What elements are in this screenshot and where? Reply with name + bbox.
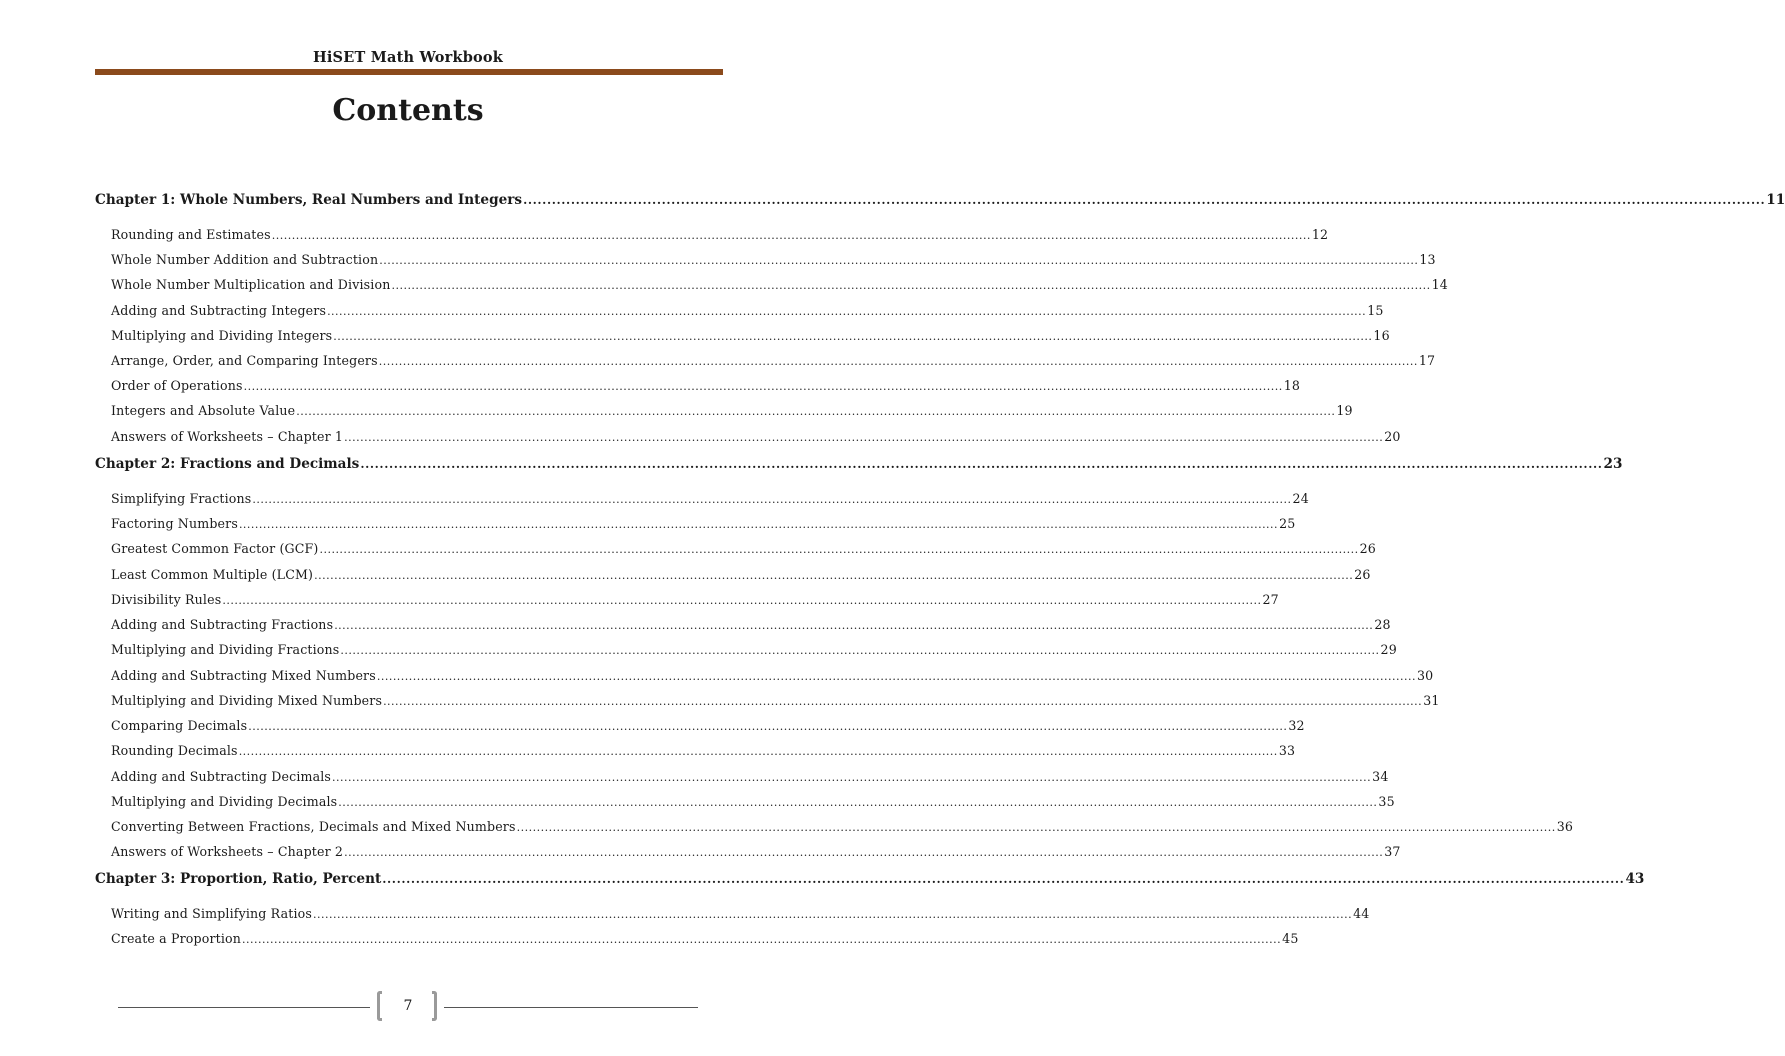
toc-entry [111, 819, 1574, 834]
dot-leader: .................................................................................................................................................................................................................................................................... [338, 796, 1378, 809]
toc-entry [111, 668, 1434, 683]
toc-entry [111, 252, 1436, 267]
toc-chapter [95, 456, 1623, 472]
dot-leader: .................................................................................................................................................................................................................................................................... [360, 457, 1603, 471]
toc-entry [111, 718, 1305, 733]
toc-label: Factoring Numbers [111, 516, 238, 531]
toc-page-number: 28 [1374, 617, 1391, 632]
dot-leader: .................................................................................................................................................................................................................................................................... [340, 644, 1380, 657]
toc-label: Adding and Subtracting Decimals [111, 769, 332, 784]
toc-label: Multiplying and Dividing Integers [111, 328, 333, 343]
toc-entry [111, 794, 1395, 809]
toc-page-number: 20 [1384, 429, 1401, 444]
toc-page-number: 17 [1418, 353, 1436, 368]
toc-label: Simplifying Fractions [111, 491, 252, 506]
toc-entry [111, 403, 1353, 418]
dot-leader: .................................................................................................................................................................................................................................................................... [376, 670, 1416, 683]
page-title: Contents [332, 93, 484, 128]
toc-page-number: 15 [1367, 303, 1384, 318]
toc-entry [111, 516, 1296, 531]
toc-entry [111, 378, 1301, 393]
toc-label: Answers of Worksheets – Chapter 2 [111, 844, 344, 859]
toc-page-number: 35 [1378, 794, 1395, 809]
toc-label: Comparing Decimals [111, 718, 248, 733]
dot-leader: .................................................................................................................................................................................................................................................................... [248, 720, 1288, 733]
dot-leader: .................................................................................................................................................................................................................................................................... [271, 229, 1311, 242]
toc-page-number: 26 [1359, 541, 1376, 556]
dot-leader: .................................................................................................................................................................................................................................................................... [379, 254, 1419, 267]
toc-label: Least Common Multiple (LCM) [111, 567, 314, 582]
toc-label: Chapter 1: Whole Numbers, Real Numbers and Integers [95, 192, 523, 208]
toc-label: Converting Between Fractions, Decimals and Mixed Numbers [111, 819, 516, 834]
toc-page-number: 29 [1380, 642, 1397, 657]
toc-entry [111, 592, 1279, 607]
toc-page-number: 45 [1282, 931, 1299, 946]
toc-chapter [95, 871, 1645, 887]
toc-label: Multiplying and Dividing Mixed Numbers [111, 693, 383, 708]
toc-label: Adding and Subtracting Mixed Numbers [111, 668, 376, 683]
toc-entry [111, 567, 1371, 582]
dot-leader: .................................................................................................................................................................................................................................................................... [378, 355, 1418, 368]
dot-leader: .................................................................................................................................................................................................................................................................... [222, 594, 1262, 607]
toc-entry [111, 769, 1389, 784]
toc-label: Rounding and Estimates [111, 227, 271, 242]
page-number: 7 [403, 998, 413, 1014]
toc-page-number: 26 [1354, 567, 1371, 582]
toc-page-number: 32 [1288, 718, 1305, 733]
toc-page-number: 34 [1372, 769, 1389, 784]
dot-leader: .................................................................................................................................................................................................................................................................... [252, 493, 1292, 506]
toc-entry [111, 541, 1376, 556]
toc-label: Multiplying and Dividing Fractions [111, 642, 340, 657]
toc-entry [111, 844, 1401, 859]
toc-entry [111, 693, 1440, 708]
toc-label: Integers and Absolute Value [111, 403, 296, 418]
toc-page-number: 14 [1431, 277, 1448, 292]
toc-label: Create a Proportion [111, 931, 242, 946]
dot-leader: .................................................................................................................................................................................................................................................................... [327, 305, 1367, 318]
toc-label: Chapter 2: Fractions and Decimals [95, 456, 360, 472]
toc-page-number: 33 [1278, 743, 1296, 758]
toc-page-number: 16 [1373, 328, 1390, 343]
toc-label: Order of Operations [111, 378, 243, 393]
header-rule [95, 69, 723, 75]
dot-leader: .................................................................................................................................................................................................................................................................... [296, 405, 1336, 418]
toc-page-number: 36 [1556, 819, 1574, 834]
toc-entry [111, 491, 1309, 506]
dot-leader: .................................................................................................................................................................................................................................................................... [333, 330, 1373, 343]
toc-label: Chapter 3: Proportion, Ratio, Percent [95, 871, 382, 887]
toc-label: Adding and Subtracting Integers [111, 303, 327, 318]
toc-entry [111, 277, 1448, 292]
dot-leader: .................................................................................................................................................................................................................................................................... [312, 908, 1353, 921]
dot-leader: .................................................................................................................................................................................................................................................................... [523, 193, 1766, 207]
footer-rule-left [118, 1007, 370, 1008]
toc-label: Arrange, Order, and Comparing Integers [111, 353, 378, 368]
toc-entry [111, 617, 1391, 632]
toc-entry [111, 303, 1384, 318]
dot-leader: .................................................................................................................................................................................................................................................................... [332, 771, 1372, 784]
dot-leader: .................................................................................................................................................................................................................................................................... [516, 821, 1556, 834]
toc-page-number: 44 [1353, 906, 1370, 921]
toc-page-number: 13 [1419, 252, 1436, 267]
dot-leader: .................................................................................................................................................................................................................................................................... [238, 745, 1278, 758]
toc-page-number: 18 [1283, 378, 1301, 393]
toc-page-number: 23 [1603, 456, 1623, 472]
dot-leader: .................................................................................................................................................................................................................................................................... [334, 619, 1374, 632]
toc-entry [111, 353, 1436, 368]
toc-label: Multiplying and Dividing Decimals [111, 794, 338, 809]
toc-entry [111, 429, 1401, 444]
toc-label: Writing and Simplifying Ratios [111, 906, 312, 921]
dot-leader: .................................................................................................................................................................................................................................................................... [383, 695, 1423, 708]
dot-leader: .................................................................................................................................................................................................................................................................... [314, 569, 1354, 582]
toc-entry [111, 328, 1390, 343]
dot-leader: .................................................................................................................................................................................................................................................................... [243, 380, 1283, 393]
toc-entry [111, 227, 1329, 242]
toc-label: Greatest Common Factor (GCF) [111, 541, 319, 556]
toc-label: Rounding Decimals [111, 743, 238, 758]
dot-leader: .................................................................................................................................................................................................................................................................... [344, 431, 1384, 444]
toc-label: Divisibility Rules [111, 592, 222, 607]
toc-entry [111, 743, 1296, 758]
toc-label: Whole Number Addition and Subtraction [111, 252, 379, 267]
dot-leader: .................................................................................................................................................................................................................................................................... [319, 543, 1359, 556]
running-header: HiSET Math Workbook [312, 49, 504, 66]
toc-entry [111, 931, 1299, 946]
dot-leader: .................................................................................................................................................................................................................................................................... [344, 846, 1384, 859]
toc-page-number: 31 [1423, 693, 1440, 708]
toc-page-number: 25 [1279, 516, 1296, 531]
toc-chapter [95, 192, 1785, 208]
dot-leader: .................................................................................................................................................................................................................................................................... [391, 279, 1431, 292]
toc-label: Adding and Subtracting Fractions [111, 617, 334, 632]
dot-leader: .................................................................................................................................................................................................................................................................... [242, 933, 1282, 946]
toc-page-number: 30 [1416, 668, 1434, 683]
dot-leader: .................................................................................................................................................................................................................................................................... [238, 518, 1279, 531]
dot-leader: .................................................................................................................................................................................................................................................................... [382, 872, 1625, 886]
toc-label: Answers of Worksheets – Chapter 1 [111, 429, 344, 444]
toc-page-number: 43 [1625, 871, 1645, 887]
toc-page-number: 12 [1311, 227, 1329, 242]
toc-page-number: 37 [1384, 844, 1401, 859]
footer-bracket-left [377, 991, 382, 1021]
toc-page-number: 11 [1766, 192, 1785, 208]
toc-page-number: 24 [1292, 491, 1309, 506]
footer-bracket-right [432, 991, 437, 1021]
footer-rule-right [444, 1007, 698, 1008]
toc-page-number: 27 [1262, 592, 1279, 607]
toc-entry [111, 642, 1397, 657]
toc-label: Whole Number Multiplication and Division [111, 277, 391, 292]
toc-page-number: 19 [1336, 403, 1353, 418]
toc-entry [111, 906, 1370, 921]
